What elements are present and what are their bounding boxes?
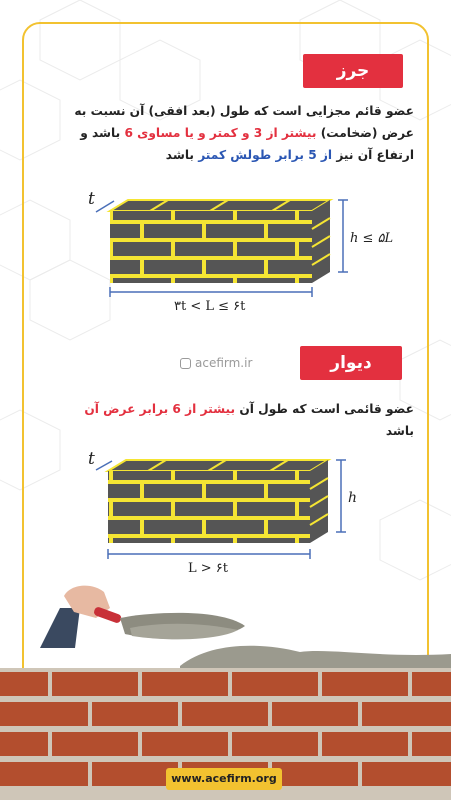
pier-height-label: h ≤ ۵L	[350, 231, 394, 246]
wall-definition-line1: عضو قائمی است که طول آن بیشتر از 6 برابر عرض آن	[84, 402, 414, 416]
wall-length-label: L > ۶t	[188, 561, 228, 576]
section-title-wall: دیوار	[300, 346, 402, 380]
pier-definition-line1: عضو قائم مجزایی است که طول (بعد افقی) آن نسبت به	[74, 104, 414, 118]
wall-ratio-highlight: بیشتر از 6 برابر عرض آن	[84, 402, 236, 416]
wall-thickness-label: t	[88, 449, 95, 469]
wall-definition	[40, 398, 414, 442]
wall-definition-line2: باشد	[385, 424, 414, 438]
pier-thickness-label: t	[88, 189, 95, 209]
bricklaying-photo	[0, 578, 451, 800]
pier-length-label: ۳t < L ≤ ۶t	[174, 299, 246, 314]
pier-ratio-highlight: بیشتر از 3 و کمتر و یا مساوی 6	[124, 126, 317, 140]
wall-height-label: h	[348, 490, 358, 506]
pier-brick-diagram	[80, 186, 410, 316]
section-title-pier: جرز	[303, 54, 403, 88]
watermark	[180, 356, 252, 370]
footer-website-link[interactable]: www.acefirm.org	[166, 768, 282, 790]
instagram-icon	[180, 358, 191, 369]
pier-definition-line2: عرض (ضخامت) بیشتر از 3 و کمتر و یا مساوی 6 باشد و	[80, 126, 414, 140]
pier-definition-line3: ارتفاع آن نیز از 5 برابر طولش کمتر باشد	[165, 148, 414, 162]
pier-definition	[40, 100, 414, 166]
pier-height-highlight: از 5 برابر طولش کمتر	[198, 148, 333, 162]
watermark-text: acefirm.ir	[195, 356, 253, 370]
wall-brick-diagram	[80, 446, 410, 586]
